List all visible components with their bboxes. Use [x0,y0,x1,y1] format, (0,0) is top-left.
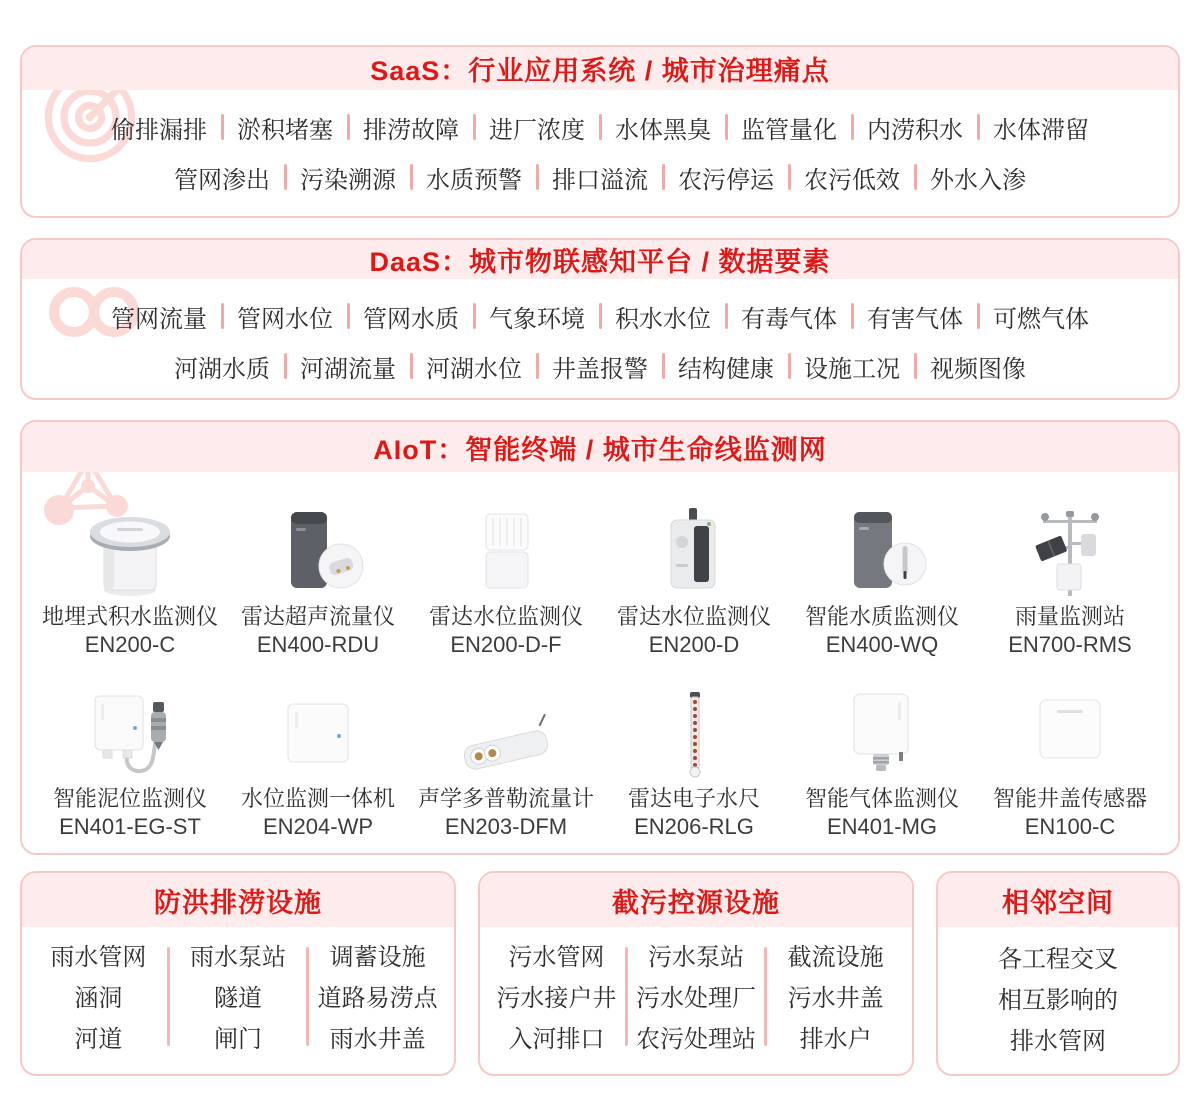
facility-item: 截流设施 [787,944,884,971]
pollution-control-facilities-card [478,871,914,1076]
data-element-item: 有害气体 [852,299,978,334]
pollution-card-body [480,927,912,1074]
facility-item: 排水户 [799,1026,872,1053]
facility-item: 污水处理厂 [636,985,756,1012]
flood-card-title: 防洪排涝设施 [154,887,322,918]
data-element-item: 管网水质 [348,299,474,334]
facility-item: 污水泵站 [648,944,744,971]
aiot-product-grid [22,472,1178,853]
facilities-row [20,871,1180,1076]
product-card-en200-d-f [412,478,600,661]
buried-water-sensor-icon [75,503,185,598]
flood-card-body [22,927,454,1074]
radar-level-monitor-icon [639,503,749,598]
water-level-all-in-one-icon [263,685,373,780]
facility-item: 农污处理站 [636,1026,756,1053]
data-element-item: 有毒气体 [726,299,852,334]
aiot-section-card [20,420,1180,855]
product-model: EN401-EG-ST [59,814,201,839]
facility-item: 雨水泵站 [190,944,286,971]
daas-elements-row-2 [32,341,1168,391]
daas-elements-row-1 [32,291,1168,341]
pollution-column-1 [488,937,625,1060]
data-element-item: 设施工况 [789,349,915,384]
facility-item: 涵洞 [74,985,123,1012]
flood-column-1 [30,937,167,1060]
facility-item: 入河排口 [508,1026,605,1053]
data-element-item: 气象环境 [474,299,600,334]
facility-item: 雨水管网 [50,944,147,971]
manhole-cover-sensor-icon [1015,685,1125,780]
data-element-item: 管网水位 [222,299,348,334]
pollution-card-header-band [480,873,912,927]
data-element-item: 管网流量 [111,305,207,333]
product-name: 雷达水位监测仪 [616,603,771,629]
pain-point-item: 污染溯源 [285,160,411,195]
product-card-en700-rms [976,478,1164,661]
gas-monitor-icon [827,685,937,780]
saas-title: SaaS：行业应用系统 / 城市治理痛点 [370,56,830,86]
product-card-en203-dfm [412,661,600,844]
product-name: 智能水质监测仪 [804,603,959,629]
flood-column-2 [170,937,307,1060]
aiot-title: AIoT：智能终端 / 城市生命线监测网 [373,434,827,465]
product-card-en400-wq [788,478,976,661]
product-name: 雷达电子水尺 [627,786,760,811]
product-card-en200-c [36,478,224,661]
pain-point-item: 内涝积水 [852,110,978,145]
adjacent-card-header-band [938,873,1178,927]
adjacent-card-body [938,927,1178,1074]
daas-title: DaaS：城市物联感知平台 / 数据要素 [369,247,831,277]
pain-point-item: 水质预警 [411,160,537,195]
facility-item: 污水井盖 [787,985,884,1012]
daas-section-card [20,238,1180,400]
pain-point-item: 农污低效 [789,160,915,195]
facility-item: 隧道 [214,985,262,1012]
data-element-item: 视频图像 [915,349,1041,384]
product-name: 雷达超声流量仪 [240,603,395,629]
water-quality-monitor-icon [827,503,937,598]
product-name: 雷达水位监测仪 [428,603,583,629]
saas-header-band [22,47,1178,90]
adjacent-space-line: 各工程交叉 [998,946,1118,973]
facility-item: 雨水井盖 [329,1026,426,1053]
saas-pain-points [22,90,1178,216]
product-name: 智能气体监测仪 [804,786,959,811]
product-name: 声学多普勒流量计 [417,786,594,811]
product-card-en400-rdu [224,478,412,661]
data-element-item: 井盖报警 [537,349,663,384]
pain-point-item: 水体滞留 [978,110,1104,145]
product-model: EN700-RMS [1008,631,1132,657]
radar-electronic-water-gauge-icon [639,685,749,780]
product-model: EN203-DFM [444,814,568,839]
adjacent-space-card [936,871,1180,1076]
pain-point-item: 进厂浓度 [474,110,600,145]
data-element-item: 河湖水质 [174,355,270,383]
product-model: EN200-D-F [450,631,562,657]
product-name: 地埋式积水监测仪 [41,603,218,629]
product-card-en401-eg-st [36,661,224,844]
product-model: EN200-D [648,631,740,657]
product-card-en100-c [976,661,1164,844]
pain-point-item: 排涝故障 [348,110,474,145]
daas-header-band [22,240,1178,279]
pain-point-item: 排口溢流 [537,160,663,195]
pain-point-item: 农污停运 [663,160,789,195]
product-model: EN206-RLG [634,814,754,839]
saas-pain-points-row-1 [32,102,1168,152]
pain-point-item: 水体黑臭 [600,110,726,145]
data-element-item: 河湖水位 [411,349,537,384]
product-name: 智能井盖传感器 [992,786,1147,811]
flood-drainage-facilities-card [20,871,456,1076]
aiot-header-band [22,422,1178,472]
product-name: 智能泥位监测仪 [52,786,207,811]
radar-level-monitor-f-icon [451,503,561,598]
product-model: EN204-WP [262,814,374,839]
daas-data-elements [22,279,1178,400]
facility-item: 闸门 [214,1026,262,1053]
data-element-item: 结构健康 [663,349,789,384]
product-name: 雨量监测站 [1014,603,1125,629]
pollution-column-2 [628,937,765,1060]
pain-point-item: 监管量化 [726,110,852,145]
product-card-en200-d [600,478,788,661]
product-model: EN400-RDU [256,631,380,657]
adjacent-card-title: 相邻空间 [1002,887,1114,918]
adjacent-space-line: 排水管网 [1010,1028,1106,1055]
product-name: 水位监测一体机 [240,786,395,811]
product-card-en204-wp [224,661,412,844]
radar-ultrasonic-flowmeter-icon [263,503,373,598]
facility-item: 道路易涝点 [317,985,438,1012]
data-element-item: 可燃气体 [978,299,1104,334]
product-model: EN401-MG [826,814,938,839]
adjacent-space-line: 相互影响的 [998,987,1118,1014]
saas-section-card [20,45,1180,218]
product-model: EN400-WQ [825,631,939,657]
pain-point-item: 管网渗出 [174,166,270,194]
saas-pain-points-row-2 [32,152,1168,202]
data-element-item: 积水水位 [600,299,726,334]
facility-item: 河道 [74,1026,123,1053]
pollution-column-3 [767,937,904,1060]
product-model: EN100-C [1024,814,1116,839]
sludge-level-monitor-icon [75,685,185,780]
facility-item: 污水管网 [508,944,605,971]
product-card-en401-mg [788,661,976,844]
pain-point-item: 淤积堵塞 [222,110,348,145]
rain-monitoring-station-icon [1015,503,1125,598]
facility-item: 污水接户井 [496,985,617,1012]
pain-point-item: 偷排漏排 [111,116,207,144]
doppler-flowmeter-icon [446,685,566,780]
pollution-card-title: 截污控源设施 [612,887,780,918]
data-element-item: 河湖流量 [285,349,411,384]
product-card-en206-rlg [600,661,788,844]
flood-card-header-band [22,873,454,927]
flood-column-3 [309,937,446,1060]
product-model: EN200-C [84,631,176,657]
pain-point-item: 外水入渗 [915,160,1041,195]
facility-item: 调蓄设施 [329,944,426,971]
